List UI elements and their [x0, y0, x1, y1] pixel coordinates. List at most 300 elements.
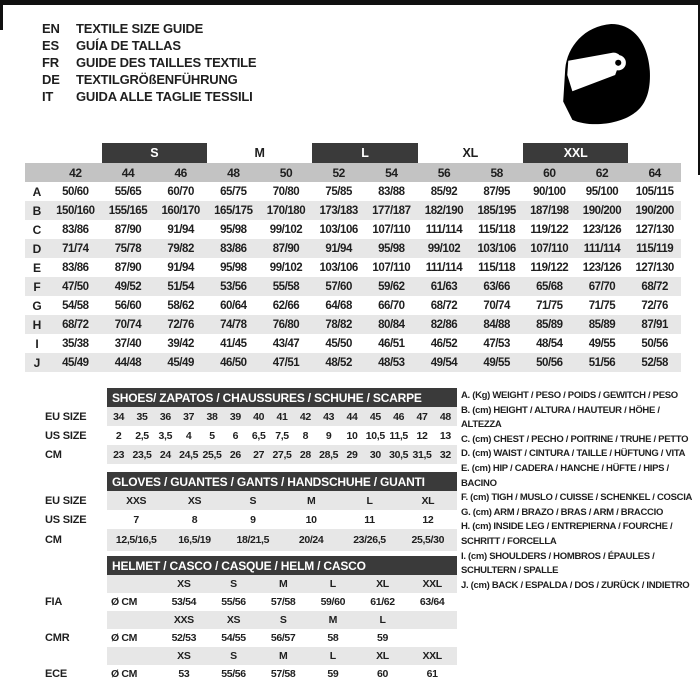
size-value: 2 — [115, 429, 122, 442]
standard-label: CMR — [45, 632, 70, 644]
row-values — [107, 529, 457, 551]
row-label: US SIZE — [45, 429, 87, 442]
helmet-size-label: XL — [376, 578, 389, 590]
measurement-value: 103/106 — [319, 261, 358, 274]
measurement-value: 51/54 — [167, 280, 194, 293]
helmet-size-label: M — [278, 650, 288, 662]
measurement-row — [25, 353, 681, 372]
measurement-value: 127/130 — [635, 223, 674, 236]
numeric-size: 46 — [174, 165, 187, 180]
numeric-size: 54 — [385, 165, 398, 180]
size-row — [45, 510, 457, 529]
size-value: M — [306, 494, 316, 507]
helmet-size-label: M — [278, 578, 288, 590]
row-values — [107, 407, 457, 426]
measurement-letter: F — [33, 279, 41, 294]
row-values — [107, 510, 457, 529]
helmet-size-value: 63/64 — [419, 596, 445, 608]
measurement-value: 87/90 — [114, 223, 142, 236]
measurement-value: 111/114 — [425, 261, 463, 274]
helmet-size-value: 59 — [377, 632, 388, 644]
size-value: 28 — [299, 448, 311, 461]
measurement-value: 48/52 — [325, 356, 352, 369]
size-group-row — [25, 143, 681, 163]
helmet-size-label: L — [329, 578, 336, 590]
measurement-value: 63/66 — [483, 280, 510, 293]
measurement-row — [25, 182, 681, 201]
helmet-sizes-row — [45, 611, 457, 629]
measurement-letter: B — [32, 203, 42, 218]
measurement-letter: J — [33, 355, 41, 370]
helmet-size-label: XXL — [422, 578, 442, 590]
language-code: ES — [42, 38, 59, 53]
language-title: TEXTILGRÖßENFÜHRUNG — [76, 72, 238, 87]
helmet-size-value: 61 — [426, 668, 438, 680]
left-edge-border — [0, 0, 3, 30]
numeric-size: 64 — [648, 165, 661, 180]
measurement-value: 52/58 — [641, 356, 668, 369]
measurement-value: 68/72 — [430, 299, 458, 312]
size-value: 12,5/16,5 — [115, 534, 157, 546]
measurement-value: 160/170 — [161, 204, 200, 217]
measurement-letter: D — [32, 241, 42, 256]
measurement-value: 107/110 — [372, 223, 411, 236]
row-label: CM — [45, 448, 62, 461]
measurement-value: 80/84 — [378, 318, 405, 331]
helmet-size-value: 60 — [377, 668, 388, 680]
measurement-value: 48/53 — [378, 356, 405, 369]
row-values — [107, 491, 457, 510]
row-values — [107, 611, 457, 629]
numeric-size: 62 — [595, 165, 609, 180]
measurement-value: 85/89 — [536, 318, 563, 331]
measurement-value: 72/76 — [641, 299, 668, 312]
measurement-value: 68/72 — [641, 280, 668, 293]
row-label: EU SIZE — [45, 494, 87, 507]
helmet-size-value: 58 — [327, 632, 339, 644]
size-value: 16,5/19 — [178, 534, 211, 546]
legend-item: D. (cm) WAIST / CINTURA / TAILLE / HÜFTUNG / VITA — [461, 448, 686, 460]
size-value: 36 — [159, 410, 171, 423]
measurement-value: 54/58 — [62, 299, 89, 312]
measurement-value: 53/56 — [220, 280, 247, 293]
measurement-value: 107/110 — [372, 261, 411, 274]
size-value: 20/24 — [298, 534, 324, 546]
measurement-value: 83/86 — [62, 261, 89, 274]
size-value: 46 — [393, 410, 405, 423]
row-values — [107, 426, 457, 445]
size-value: 39 — [229, 410, 241, 423]
helmet-size-label: XXS — [173, 614, 194, 626]
helmet-sizes-row — [45, 647, 457, 665]
measurement-row — [25, 315, 681, 334]
language-title: GUIDE DES TAILLES TEXTILE — [76, 55, 257, 70]
size-value: 43 — [323, 410, 335, 423]
size-value: 3,5 — [158, 429, 173, 442]
size-group-label: M — [254, 146, 265, 160]
measurement-value: 95/98 — [220, 223, 247, 236]
measurement-value: 123/126 — [582, 261, 622, 274]
size-value: 12 — [422, 513, 434, 526]
helmet-values-row — [45, 629, 457, 647]
size-value: 8 — [302, 429, 309, 442]
size-value: 7 — [133, 513, 139, 526]
measurement-letter: G — [32, 298, 42, 313]
size-group-label: XL — [462, 146, 479, 160]
unit-label: Ø CM — [111, 668, 138, 680]
measurement-value: 60/64 — [220, 299, 247, 312]
measurement-value: 76/80 — [272, 318, 300, 331]
helmet-size-value: 59 — [327, 668, 339, 680]
size-value: 9 — [250, 513, 256, 526]
measurement-letter: A — [32, 184, 42, 199]
measurement-value: 115/118 — [478, 223, 516, 236]
measurement-value: 47/51 — [272, 356, 300, 369]
row-label-spacer — [45, 611, 107, 629]
helmet-size-table — [45, 556, 457, 683]
size-value: 24 — [159, 448, 171, 461]
size-value: S — [249, 494, 257, 507]
helmet-size-label: XS — [177, 578, 191, 590]
measurement-value: 62/66 — [272, 299, 300, 312]
measurement-value: 60/70 — [167, 185, 194, 198]
top-edge-border — [0, 0, 700, 5]
legend-item: A. (Kg) WEIGHT / PESO / POIDS / GEWITCH / PESO — [461, 390, 678, 401]
measurement-value: 55/58 — [272, 280, 300, 293]
table-header-row — [45, 472, 457, 491]
measurement-value: 87/91 — [641, 318, 668, 331]
helmet-sizes-row — [45, 575, 457, 593]
size-value: 8 — [191, 513, 198, 526]
size-value: 12 — [416, 429, 428, 442]
measurement-value: 71/75 — [588, 299, 616, 312]
standard-label: FIA — [45, 596, 63, 608]
helmet-size-value: 59/60 — [320, 596, 346, 608]
measurement-value: 46/50 — [220, 356, 247, 369]
measurement-value: 111/114 — [425, 223, 463, 236]
helmet-size-label: L — [329, 650, 336, 662]
measurement-value: 59/62 — [378, 280, 405, 293]
measurement-value: 37/40 — [114, 337, 142, 350]
size-value: 37 — [183, 410, 195, 423]
measurement-value: 66/70 — [378, 299, 405, 312]
size-group-label: XXL — [523, 143, 628, 163]
table-header-row — [45, 556, 457, 575]
measurement-value: 83/88 — [378, 185, 405, 198]
size-group-label: S — [102, 143, 207, 163]
size-value: L — [366, 494, 373, 507]
measurement-value: 91/94 — [167, 223, 194, 236]
legend-item: C. (cm) CHEST / PECHO / POITRINE / TRUHE / PETTO — [461, 433, 689, 445]
measurement-row — [25, 334, 681, 353]
measurement-value: 49/55 — [588, 337, 616, 350]
measurement-value: 46/51 — [378, 337, 405, 350]
row-label-spacer — [45, 575, 107, 593]
measurement-value: 115/119 — [636, 242, 674, 255]
helmet-size-label: XS — [177, 650, 191, 662]
size-value: XL — [421, 494, 435, 507]
size-value: 18/21,5 — [236, 534, 270, 546]
size-value: 27 — [253, 448, 265, 461]
size-value: 47 — [416, 410, 428, 423]
size-value: 29 — [346, 448, 358, 461]
measurement-value: 190/200 — [582, 204, 622, 217]
measurement-value: 74/78 — [220, 318, 247, 331]
table-title-bar: GLOVES / GUANTES / GANTS / HANDSCHUHE / GUANTI — [107, 472, 457, 491]
size-value: 25,5/30 — [411, 534, 445, 546]
legend-item: E. (cm) HIP / CADERA / HANCHE / HÜFTE / HIPS / BACINO — [461, 462, 669, 489]
row-values — [107, 665, 457, 683]
helmet-size-label: S — [230, 650, 237, 662]
size-value: 45 — [369, 410, 381, 423]
measurement-value: 123/126 — [582, 223, 622, 236]
size-value: 31,5 — [412, 448, 432, 461]
size-value: 40 — [253, 410, 265, 423]
helmet-size-label: S — [279, 614, 287, 626]
table-header-row — [45, 388, 457, 407]
helmet-size-value: 57/58 — [270, 668, 296, 680]
measurement-value: 75/78 — [114, 242, 142, 255]
measurement-row — [25, 220, 681, 239]
row-values — [107, 593, 457, 611]
unit-label: Ø CM — [111, 632, 138, 644]
size-value: 11,5 — [389, 429, 408, 442]
header-spacer — [45, 472, 107, 491]
language-row — [42, 54, 256, 71]
row-values — [107, 629, 457, 647]
legend-item: B. (cm) HEIGHT / ALTURA / HAUTEUR / HÖHE / ALTEZZA — [461, 404, 660, 431]
measurement-value: 50/60 — [62, 185, 89, 198]
size-value: 10 — [305, 513, 317, 526]
helmet-size-value: 53/54 — [171, 596, 197, 608]
measurement-value: 56/60 — [114, 299, 142, 312]
measurement-value: 127/130 — [635, 261, 674, 274]
size-row — [45, 407, 457, 426]
measurement-value: 187/198 — [530, 204, 569, 217]
helmet-size-value: 53 — [178, 668, 190, 680]
size-group-label: L — [312, 143, 417, 163]
measurement-value: 70/80 — [272, 185, 300, 198]
measurement-value: 84/88 — [483, 318, 510, 331]
measurement-value: 87/90 — [272, 242, 300, 255]
measurement-value: 115/118 — [478, 261, 516, 274]
measurement-value: 50/56 — [641, 337, 668, 350]
measurement-value: 85/89 — [588, 318, 616, 331]
measurement-value: 190/200 — [635, 204, 674, 217]
measurement-value: 61/63 — [430, 280, 458, 293]
language-code: IT — [42, 89, 54, 104]
size-row — [45, 445, 457, 464]
helmet-size-label: L — [379, 614, 386, 626]
size-value: 2,5 — [135, 429, 149, 442]
measurement-value: 45/49 — [62, 356, 89, 369]
numeric-size: 52 — [332, 165, 345, 180]
language-row — [42, 20, 256, 37]
helmet-size-label: S — [230, 578, 237, 590]
numeric-size: 56 — [437, 165, 451, 180]
language-code: DE — [42, 72, 60, 87]
measurement-value: 95/98 — [220, 261, 247, 274]
measurement-value: 70/74 — [483, 299, 510, 312]
size-value: 27,5 — [272, 448, 292, 461]
numeric-size-row — [25, 163, 681, 182]
legend-item: J. (cm) BACK / ESPALDA / DOS / ZURÜCK / INDIETRO — [461, 579, 690, 591]
row-label: US SIZE — [45, 513, 87, 526]
size-value: 32 — [439, 448, 451, 461]
measurement-value: 70/74 — [114, 318, 142, 331]
measurement-value: 91/94 — [325, 242, 352, 255]
table-title-bar: HELMET / CASCO / CASQUE / HELM / CASCO — [107, 556, 457, 575]
helmet-values-row — [45, 593, 457, 611]
measurement-value: 87/90 — [114, 261, 142, 274]
measurement-value: 107/110 — [530, 242, 569, 255]
language-row — [42, 88, 256, 105]
helmet-size-value: 55/56 — [221, 596, 246, 608]
measurement-row — [25, 201, 681, 220]
measurement-value: 83/86 — [220, 242, 247, 255]
language-title: GUIDA ALLE TAGLIE TESSILI — [76, 89, 253, 104]
measurement-value: 78/82 — [325, 318, 352, 331]
measurement-value: 45/49 — [167, 356, 194, 369]
measurement-row — [25, 277, 681, 296]
measurement-value: 177/187 — [372, 204, 411, 217]
row-label: CM — [45, 534, 62, 546]
size-value: 24,5 — [179, 448, 199, 461]
measurement-value: 67/70 — [588, 280, 616, 293]
size-value: 30,5 — [389, 448, 409, 461]
measurement-value: 45/50 — [325, 337, 352, 350]
measurement-value: 48/54 — [536, 337, 563, 350]
legend-item: I. (cm) SHOULDERS / HOMBROS / ÉPAULES / SCHULTERN / SPALLE — [461, 550, 655, 577]
header-spacer — [45, 388, 107, 407]
size-value: 28,5 — [319, 448, 339, 461]
measurement-value: 47/53 — [483, 337, 510, 350]
measurement-value: 79/82 — [167, 242, 194, 255]
measurement-value: 119/122 — [530, 223, 569, 236]
helmet-size-label: XS — [226, 614, 241, 626]
numeric-size: 60 — [543, 165, 556, 180]
measurement-value: 68/72 — [62, 318, 89, 331]
measurement-value: 44/48 — [114, 356, 142, 369]
size-value: 23,5 — [132, 448, 152, 461]
size-value: 30 — [369, 448, 381, 461]
racing-helmet-icon — [560, 22, 652, 128]
size-row — [45, 426, 457, 445]
size-value: 38 — [206, 410, 218, 423]
measurement-value: 72/76 — [167, 318, 194, 331]
measurement-value: 58/62 — [167, 299, 194, 312]
row-values — [107, 445, 457, 464]
measurement-value: 83/86 — [62, 223, 89, 236]
helmet-size-value: 54/55 — [221, 632, 246, 644]
measurement-value: 119/122 — [530, 261, 569, 274]
helmet-size-value: 56/57 — [270, 632, 296, 644]
measurement-value: 105/115 — [635, 185, 674, 198]
size-value: 26 — [229, 448, 241, 461]
helmet-size-label: XXL — [422, 650, 442, 662]
measurement-value: 55/65 — [114, 185, 142, 198]
measurement-value: 51/56 — [588, 356, 616, 369]
size-value: 10,5 — [365, 429, 385, 442]
language-title: TEXTILE SIZE GUIDE — [76, 21, 204, 36]
measurement-value: 57/60 — [325, 280, 352, 293]
size-value: 34 — [113, 410, 125, 423]
size-value: 41 — [276, 410, 288, 423]
measurement-value: 39/42 — [167, 337, 194, 350]
measurement-value: 150/160 — [56, 204, 95, 217]
size-value: XXS — [126, 494, 147, 507]
helmet-size-value: 52/53 — [171, 632, 197, 644]
measurement-value: 65/75 — [220, 185, 247, 198]
size-value: 44 — [346, 410, 358, 423]
size-value: 4 — [185, 429, 192, 442]
size-row — [45, 529, 457, 551]
measurement-value: 99/102 — [427, 242, 461, 255]
language-title: GUÍA DE TALLAS — [76, 38, 181, 53]
measurement-row — [25, 239, 681, 258]
measurement-value: 185/195 — [477, 204, 516, 217]
measurement-value: 49/54 — [430, 356, 458, 369]
size-value: 9 — [325, 429, 332, 442]
legend-item: H. (cm) INSIDE LEG / ENTREPIERNA / FOURCHE / SCHRITT / FORCELLA — [461, 521, 673, 547]
measurement-value: 99/102 — [269, 261, 303, 274]
language-code: EN — [42, 21, 60, 36]
measurement-letter: H — [32, 317, 42, 332]
table-title-bar: SHOES/ ZAPATOS / CHAUSSURES / SCHUHE / SCARPE — [107, 388, 457, 407]
measurement-value: 95/100 — [585, 185, 619, 198]
helmet-size-value: 57/58 — [270, 596, 296, 608]
numeric-size: 44 — [121, 165, 135, 180]
row-values — [107, 575, 457, 593]
size-value: 25,5 — [202, 448, 222, 461]
measurement-value: 165/175 — [214, 204, 253, 217]
measurement-value: 103/106 — [477, 242, 516, 255]
measurement-value: 170/180 — [266, 204, 306, 217]
size-value: 48 — [439, 410, 451, 423]
measurement-legend — [461, 389, 698, 593]
shoes-size-table — [45, 388, 457, 464]
measurement-letter: E — [32, 260, 41, 275]
measurement-value: 71/75 — [536, 299, 563, 312]
measurement-value: 49/52 — [114, 280, 142, 293]
gloves-size-table — [45, 472, 457, 551]
measurement-value: 90/100 — [533, 185, 566, 198]
textile-size-table — [25, 143, 681, 372]
measurement-value: 43/47 — [272, 337, 300, 350]
numeric-size: 48 — [227, 165, 240, 180]
legend-item: F. (cm) TIGH / MUSLO / CUISSE / SCHENKEL / COSCIA — [461, 492, 693, 504]
standard-label: ECE — [45, 668, 68, 680]
size-value: 5 — [209, 429, 215, 442]
measurement-row — [25, 258, 681, 277]
measurement-value: 95/98 — [378, 242, 405, 255]
size-value: 42 — [299, 410, 311, 423]
size-value: 23/26,5 — [353, 534, 386, 546]
numeric-size: 42 — [69, 165, 82, 180]
measurement-value: 173/183 — [319, 204, 358, 217]
language-title-list — [42, 20, 256, 105]
helmet-size-label: M — [328, 614, 338, 626]
unit-label: Ø CM — [111, 596, 138, 608]
measurement-value: 91/94 — [167, 261, 194, 274]
measurement-value: 87/95 — [483, 185, 510, 198]
measurement-value: 155/165 — [108, 204, 148, 217]
measurement-value: 85/92 — [430, 185, 458, 198]
size-value: 35 — [136, 410, 148, 423]
measurement-letter: I — [35, 336, 39, 351]
header-spacer — [45, 556, 107, 575]
measurement-value: 65/68 — [536, 280, 563, 293]
